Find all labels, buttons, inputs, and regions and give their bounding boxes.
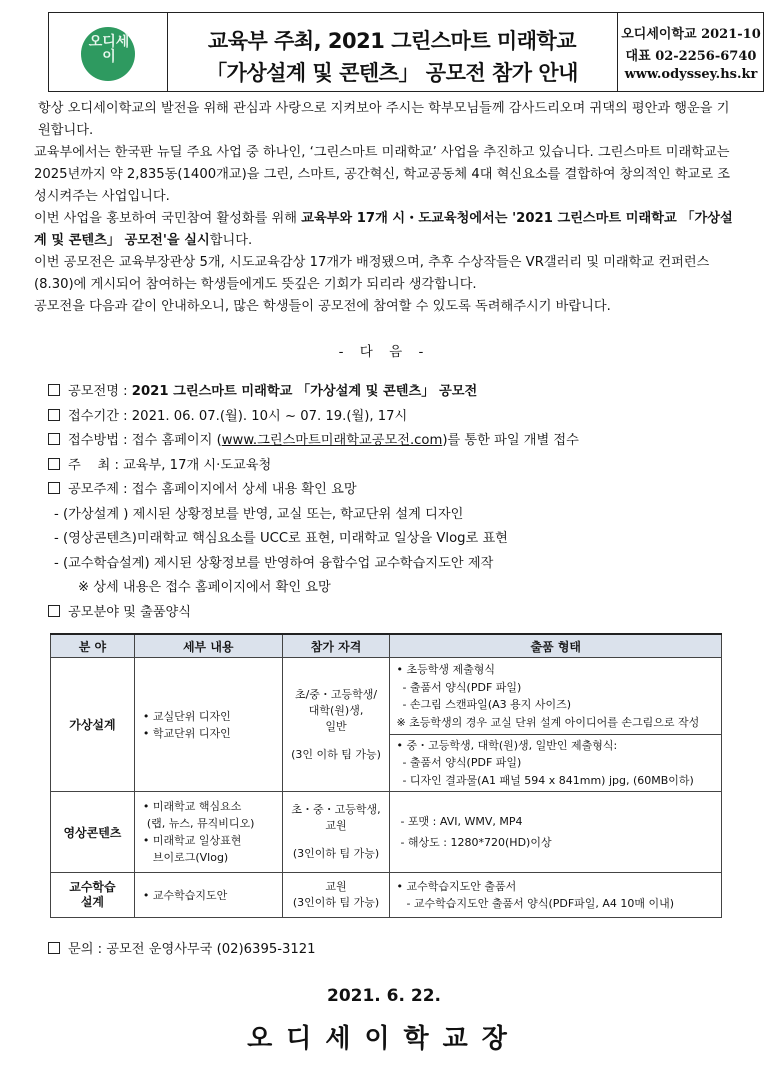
qualification-cell (282, 792, 390, 873)
website: www.odyssey.hs.kr (624, 67, 758, 82)
checkbox-icon (48, 482, 60, 494)
theme-sub-1: - (가상설계 ) 제시된 상황정보를 반영, 교실 또는, 학교단위 설계 디자인 (54, 506, 464, 522)
title-line-1: 교육부 주최, 2021 그린스마트 미래학교 (207, 29, 577, 53)
intro-paragraph-2: 교육부에서는 한국판 뉴딜 주요 사업 중 하나인, ‘그린스마트 미래학교’ 사업을 추진하고 있습니다. 그린스마트 미래학교는 2025년까지 약 2,835동(1400개교)을 그린, 스마트, 공간혁신, 학교공동체 4대 혁신요소를 결합하여 창의적인 학교로 조성시켜주는 사업입니다. (34, 145, 730, 204)
detail-line: • 미래학교 일상표현 (142, 834, 242, 847)
item-method (40, 429, 760, 454)
form-line: - 교수학습지도안 출품서 양식(PDF파일, A4 10매 이내) (406, 897, 675, 910)
intro-p3-start: 이번 사업을 홍보하여 국민참여 활성화를 위해 (34, 211, 302, 226)
issue-date: 2021. 6. 22. (326, 986, 441, 1006)
detail-line: 브이로그(Vlog) (152, 851, 229, 864)
form-line: ※ 초등학생의 경우 교실 단위 설계 아이디어를 손그림으로 작성 (396, 715, 700, 729)
form-line: - 해상도 : 1280*720(HD)이상 (400, 836, 552, 849)
checkbox-icon (48, 409, 60, 421)
qual-line: (3인 이하 팀 가능) (291, 747, 381, 761)
qual-line: 대학(원)생, (308, 703, 364, 717)
qual-line: 교원 (325, 880, 347, 893)
qualification-cell (282, 658, 390, 792)
field-virtual-design: 가상설계 (51, 658, 135, 792)
checkbox-icon (48, 384, 60, 396)
qual-line: 교원 (325, 819, 347, 832)
table-header-row (51, 634, 722, 658)
form-line: - 포맷 : AVI, WMV, MP4 (400, 814, 523, 828)
detail-line: • 교실단위 디자인 (142, 709, 231, 723)
field-video-content: 영상콘텐츠 (51, 792, 135, 873)
field-line: 설계 (80, 895, 105, 909)
field-teaching-design (51, 873, 135, 918)
form-line: - 디자인 결과물(A1 패널 594 x 841mm) jpg, (60MB이하) (402, 773, 694, 787)
intro-paragraph-1: 항상 오디세이학교의 발전을 위해 관심과 사랑으로 지켜보아 주시는 학부모님들께 감사드리오며 귀댁의 평안과 행운을 기원합니다. (38, 101, 730, 138)
qual-line: 초/중・고등학생/ (294, 687, 378, 701)
contest-details (40, 380, 760, 625)
item-text: 공모분야 및 출품양식 (68, 604, 192, 620)
contact-text: 문의 : 공모전 운영사무국 (02)6395-3121 (68, 942, 316, 957)
title-cell (167, 13, 618, 91)
detail-line: • 교수학습지도안 (142, 888, 228, 902)
intro-paragraph-4: 이번 공모전은 교육부장관상 5개, 시도교육감상 17개가 배정됐으며, 추후 수상작들은 VR갤러리 및 미래학교 컨퍼런스(8.30)에 게시되어 참여하는 학생들에게도 뜻깊은 기회가 되리라 생각합니다. (34, 255, 710, 292)
form-line: • 중・고등학생, 대학(원)생, 일반인 제출형식: (396, 738, 618, 752)
detail-cell (134, 658, 282, 792)
header-detail: 세부 내용 (134, 634, 282, 658)
checkbox-icon (48, 433, 60, 445)
spacer (284, 834, 389, 846)
checkbox-icon (48, 458, 60, 470)
phone: 대표 02-2256-6740 (625, 49, 757, 64)
intro-p3-bold: 교육부와 17개 시・도교육청에서는 '2021 그린스마트 미래학교 「가상설계 및 콘텐츠」 공모전'을 실시 (34, 211, 733, 248)
checkbox-icon (48, 942, 60, 954)
item-period (40, 405, 760, 430)
form-line: • 교수학습지도안 출품서 (396, 879, 517, 893)
header-box (48, 12, 764, 92)
info-cell (619, 13, 763, 91)
item-field-title (40, 601, 760, 626)
qualification-cell (282, 873, 390, 918)
principal-signature: 오디세이학교장 (247, 1024, 521, 1054)
item-contest-name (40, 380, 760, 405)
spacer (284, 735, 389, 747)
form-line: - 출품서 양식(PDF 파일) (402, 756, 522, 770)
form-line: • 초등학생 제출형식 (396, 663, 495, 676)
theme-sub-3: - (교수학습설계) 제시된 상황정보를 반영하여 융합수업 교수학습지도안 제작 (54, 555, 494, 571)
form-cell-general (390, 735, 722, 792)
item-label: 공모전명 : (68, 384, 132, 399)
header-qualification: 참가 자격 (282, 634, 390, 658)
table-row (51, 792, 722, 873)
contact-info (40, 938, 316, 957)
qual-line: (3인이하 팀 가능) (292, 896, 380, 909)
intro-text (34, 98, 740, 318)
item-text: 주 최 : 교육부, 17개 시·도교육청 (68, 457, 272, 473)
item-theme (40, 478, 760, 503)
header-form: 출품 형태 (390, 634, 722, 658)
field-line: 교수학습 (69, 880, 116, 894)
checkbox-icon (48, 605, 60, 617)
item-text: 접수방법 : 접수 홈페이지 ( (68, 433, 222, 448)
table-row (51, 873, 722, 918)
form-cell-video (390, 792, 722, 873)
form-line: - 출품서 양식(PDF 파일) (402, 680, 522, 694)
detail-cell (134, 792, 282, 873)
item-text: 공모주제 : 접수 홈페이지에서 상세 내용 확인 요망 (68, 482, 357, 497)
doc-number: 오디세이학교 2021-10 (621, 27, 761, 42)
detail-cell (134, 873, 282, 918)
theme-sub-2: - (영상콘텐츠)미래학교 핵심요소를 UCC로 표현, 미래학교 일상을 Vlog로 표현 (54, 531, 508, 546)
logo-text: 오디세이 (88, 34, 130, 65)
school-logo (81, 27, 135, 81)
item-text: 접수기간 : 2021. 06. 07.(월). 10시 ~ 07. 19.(월), 17시 (68, 408, 408, 424)
form-cell-teaching (390, 873, 722, 918)
item-text: )를 통한 파일 개별 접수 (442, 433, 579, 448)
header-field: 분 야 (51, 634, 135, 658)
title-line-2: 「가상설계 및 콘텐츠」 공모전 참가 안내 (206, 61, 578, 85)
qual-line: 일반 (325, 719, 347, 733)
qual-line: (3인이하 팀 가능) (292, 847, 380, 860)
form-cell-elementary (390, 658, 722, 735)
intro-p3-end: 합니다. (209, 233, 253, 248)
detail-line: (랩, 뉴스, 뮤직비디오) (146, 817, 255, 830)
item-value: 2021 그린스마트 미래학교 「가상설계 및 콘텐츠」 공모전 (131, 384, 478, 399)
item-host (40, 454, 760, 479)
qual-line: 초・중・고등학생, (291, 803, 381, 816)
intro-paragraph-5: 공모전을 다음과 같이 안내하오니, 많은 학생들이 공모전에 참여할 수 있도록 독려해주시기 바랍니다. (34, 299, 611, 314)
contest-website-link[interactable]: www.그린스마트미래학교공모전.com (221, 433, 443, 448)
section-divider-dahm: - 다 음 - (338, 344, 430, 360)
detail-line: • 미래학교 핵심요소 (142, 800, 242, 813)
field-table (50, 633, 722, 918)
detail-note: ※ 상세 내용은 접수 홈페이지에서 확인 요망 (78, 580, 331, 595)
table-row (51, 658, 722, 735)
logo-cell (49, 13, 168, 91)
intro-paragraph-3 (34, 208, 740, 252)
form-line: - 손그림 스캔파일(A3 용지 사이즈) (402, 698, 572, 711)
detail-line: • 학교단위 디자인 (142, 726, 231, 740)
